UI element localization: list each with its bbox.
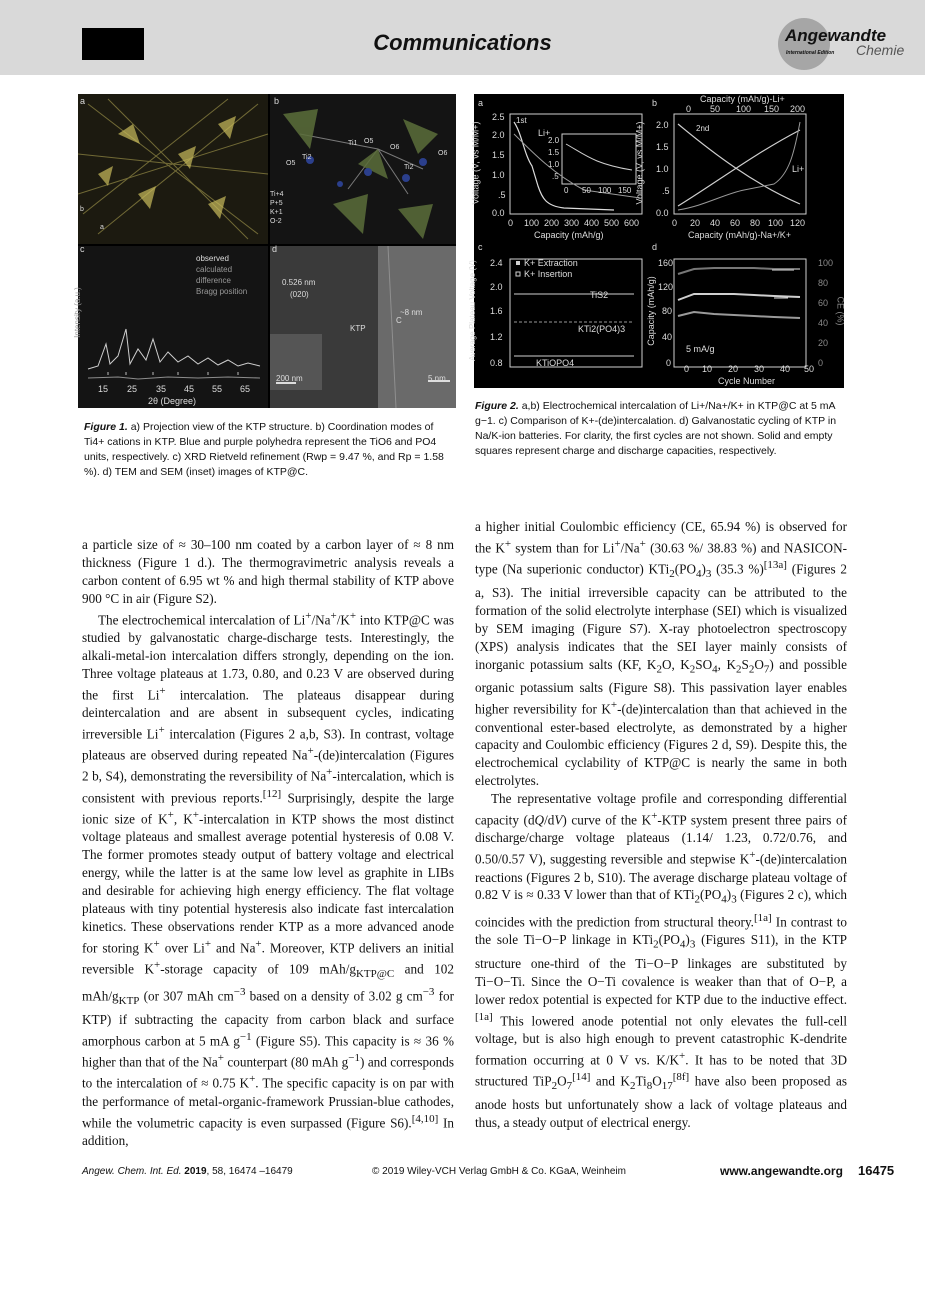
figure-1-caption — [84, 420, 456, 480]
fig2a-inset-ytick: .5 — [552, 172, 559, 181]
footer-year: 2019 — [184, 1166, 207, 1177]
fig2d-y2tick: 80 — [818, 278, 829, 288]
fig2d-xlabel: Cycle Number — [718, 376, 776, 386]
body-text-left-column — [82, 536, 454, 1150]
fig2b-xtick: 100 — [768, 218, 784, 228]
fig1b-atom-label: Ti2 — [302, 154, 312, 161]
fig2a-ytick: 2.0 — [492, 130, 505, 140]
fig2b-ytick: 2.0 — [656, 120, 669, 130]
fig1c-xtick: 25 — [127, 384, 138, 394]
fig2-panel-label-a: a — [478, 98, 484, 108]
fig1-panel-label-c: c — [80, 244, 85, 254]
fig2b-cycle-label: 2nd — [696, 124, 710, 133]
fig2a-xtick: 200 — [544, 218, 560, 228]
fig2a-ytick: .5 — [498, 190, 506, 200]
fig2b-xtick: 60 — [730, 218, 741, 228]
fig1a-axis-b: b — [80, 206, 84, 213]
angewandte-logo-sub: International Edition — [786, 50, 835, 56]
fig2b-ylabel: Voltage (V, vs M/M+) — [634, 121, 645, 205]
chemie-logo-text: Chemie — [856, 42, 905, 58]
footer-copyright: © 2019 Wiley-VCH Verlag GmbH & Co. KGaA, Weinheim — [372, 1166, 626, 1177]
footer-page-number: 16475 — [858, 1163, 895, 1178]
fig2c-ylabel: Average Plateau Voltage (V) — [467, 260, 477, 361]
fig1b-atom-label: Ti1 — [348, 140, 358, 147]
fig2b-xtick: 0 — [672, 218, 678, 228]
figure-2-caption-text: a,b) Electrochemical intercalation of Li+/Na+/K+ in KTP@C at 5 mA g−1. c) Comparison of K+-(de)intercalation. d) Galvanostatic cycling of KTP in Na/K-ion batteries. For clarity, the first cycles are not shown. Solid and empty squares represent charge and discharge capacities, respectively. — [475, 400, 837, 457]
fig1c-xlabel: 2θ (Degree) — [148, 396, 197, 406]
figure-2-graphics — [474, 94, 844, 388]
paragraph: a higher initial Coulombic efficiency (CE, 65.94 %) is observed for the K+ system than for Li+/Na+ (30.63 %/ 38.83 %) and NASICON-type (Na superionic conductor) $KTi_2(PO_4)_3$ (35.3 %)[13a] (Figures 2 a, S3). The initial irreversible capacity can be attributed to the formation of the solid electrolyte interphase (SEI) which is visualized by SEM imaging (Figure S7). X-ray photoelectron spectroscopy (XPS) analysis indicates that the SEI layer mainly consists of inorganic potassium salts (KF, $K_2O$, $K_2SO_4$, $K_2S_2O_7$) and possible organic potassium salts (Figure S8). This passivation layer enables higher reversibility for K+-(de)intercalation than that achieved in the conventional ester-based electrolyte, as demonstrated by a higher capacity and Coulombic efficiency (Figures 2 d, S9). Despite this, the electrochemical cyclability of KTP@C is nearly the same in both electrolytes. — [475, 519, 847, 789]
fig2c-material-tis2: TiS2 — [590, 290, 609, 300]
fig2-panel-label-c: c — [478, 242, 483, 252]
fig1d-label-ktp: KTP — [350, 324, 366, 333]
fig2a-ytick: 2.5 — [492, 112, 505, 122]
fig1b-legend-item: O-2 — [270, 218, 282, 225]
fig2b-top-tick: 50 — [710, 104, 721, 114]
fig2b-ytick: 0.0 — [656, 208, 669, 218]
fig2a-xtick: 0 — [508, 218, 514, 228]
fig1c-legend-item: calculated — [196, 265, 233, 274]
fig1a-axis-a: a — [100, 224, 104, 231]
fig1b-atom-label: O5 — [364, 138, 374, 145]
fig1b-legend-item: P+5 — [270, 200, 283, 207]
fig2a-xtick: 500 — [604, 218, 620, 228]
fig2a-inset-ytick: 2.0 — [548, 136, 560, 145]
fig1c-legend-item: Bragg position — [196, 287, 248, 296]
page-header — [0, 0, 925, 75]
fig2a-ion-label: Li+ — [538, 128, 551, 138]
fig1c-xtick: 55 — [212, 384, 223, 394]
fig2d-xtick: 20 — [728, 364, 739, 374]
fig2b-ytick: .5 — [662, 186, 670, 196]
fig2b-top-tick: 200 — [790, 104, 806, 114]
paragraph: a particle size of ≈ 30–100 nm coated by a carbon layer of ≈ 8 nm thickness (Figure 1 d.). The thermogravimetric analysis reveals a carbon content of 6.95 wt % and high thermal stability of KTP above 900 °C in air (Figure S2). — [82, 537, 454, 606]
fig1d-label-thickness: ~8 nm — [400, 308, 423, 317]
fig2a-inset-xtick: 100 — [598, 186, 612, 195]
fig2d-ytick: 120 — [658, 282, 674, 292]
fig2b-top-tick: 0 — [686, 104, 692, 114]
fig2a-inset-xtick: 50 — [582, 186, 591, 195]
fig2a-ylabel: Voltage (V, vs M/M+) — [470, 121, 481, 205]
fig1c-legend-item: observed — [196, 254, 229, 263]
fig2b-xtick: 80 — [750, 218, 761, 228]
fig2d-ytick: 80 — [662, 306, 673, 316]
fig1c-ylabel: Intensity (a.u.) — [72, 287, 82, 338]
paragraph: The electrochemical intercalation of Li+/Na+/K+ into KTP@C was studied by galvanostatic charge-discharge tests. Interestingly, the alkali-metal-ion intercalation differs strongly, depending on the ion. Three voltage plateaus at 1.73, 0.80, and 0.23 V are observed during the first Li+ intercalation. The plateaus disappear during deintercalation and are absent in subsequent cycles, indicating irreversible Li+ intercalation (Figures 2 a,b, S3). In contrast, voltage plateaus are observed during repeated Na+-(de)intercalation (Figures 2 b, S4), demonstrating the reversibility of Na+-intercalation, which is consistent with previous reports.[12] Surprisingly, despite the large ionic size of K+, K+-intercalation in KTP shows the most distinct voltage plateaus and smallest average potential hysteresis of 0.08 V. The former promotes steady output of battery voltage and electrical energy, while the latter is at the same low level as graphite in LIBs and desirable for achieving high energy efficiency. The flat voltage plateaus with tiny potential hysteresis also indicate fast intercalation kinetics. These observations render KTP as a more advanced anode for storing K+ over Li+ and Na+. Moreover, KTP delivers an initial reversible K+-storage capacity of 109 mAh/$g_{KTP@C}$ and 102 mAh/$g_{KTP}$ (or 307 mAh $cm^{-3}$ based on a density of 3.02 g $cm^{-3}$ for KTP) if subtracting the capacity from carbon black and surface amorphous carbon at 5 mA $g^{-1}$ (Figure S5). This capacity is ≈ 36 % higher than that of the Na+ counterpart (80 mAh $g^{-1}$) and corresponds to the intercalation of ≈ 0.75 K+. The specific capacity is on par with the performance of metal-organic-framework Prussian-blue cathodes, while the volumetric capacity is even surpassed (Figure S6).[4,10] In addition, — [82, 609, 455, 1148]
fig2b-xtick: 120 — [790, 218, 806, 228]
fig2c-material-ktiopo4: KTiOPO4 — [536, 358, 575, 368]
fig1-panel-label-d: d — [272, 244, 278, 254]
footer-journal: Angew. Chem. Int. Ed. — [82, 1166, 182, 1177]
fig2d-y2label: CE (%) — [835, 296, 846, 326]
fig1c-xtick: 35 — [156, 384, 167, 394]
fig1-panel-label-a: a — [80, 96, 86, 106]
fig1b-atom-label: O5 — [286, 160, 296, 167]
fig1d-label-plane: (020) — [290, 290, 309, 299]
fig2d-y2tick: 40 — [818, 318, 829, 328]
angewandte-logo-text: Angewandte — [785, 26, 887, 45]
footer-volume-pages: , 58, 16474 –16479 — [206, 1166, 293, 1177]
fig2b-top-tick: 150 — [764, 104, 780, 114]
fig1c-legend-item: difference — [196, 276, 231, 285]
fig2c-ytick: 2.4 — [490, 258, 503, 268]
fig2d-xtick: 50 — [804, 364, 815, 374]
fig2d-xtick: 10 — [702, 364, 713, 374]
fig1c-xtick: 45 — [184, 384, 195, 394]
fig2a-xtick: 300 — [564, 218, 580, 228]
figure-1 — [72, 94, 456, 408]
fig2d-y2tick: 100 — [818, 258, 834, 268]
figure-2-caption — [475, 399, 847, 459]
figure-1-graphics — [78, 94, 456, 408]
fig2c-material-kti2po43: KTi2(PO4)3 — [578, 324, 626, 334]
figure-2-caption-lead: Figure 2. — [475, 400, 519, 412]
fig2d-ytick: 40 — [662, 332, 673, 342]
fig2d-ytick: 160 — [658, 258, 674, 268]
fig2a-ytick: 1.5 — [492, 150, 505, 160]
fig2a-cycle-label: 1st — [516, 116, 527, 125]
fig2a-xtick: 100 — [524, 218, 540, 228]
fig2d-xtick: 30 — [754, 364, 765, 374]
figure-1-caption-text: a) Projection view of the KTP structure. b) Coordination modes of Ti4+ cations in KTP. Blue and purple polyhedra represent the TiO6 and PO4 units, respectively. c) XRD Rietveld refinement (Rwp = 9.47 %, and Rp = 1.58 %). d) TEM and SEM (inset) images of KTP@C. — [84, 421, 444, 478]
body-text-right-column — [475, 518, 847, 1132]
fig2a-inset-xtick: 0 — [564, 186, 569, 195]
fig2c-ytick: 1.2 — [490, 332, 503, 342]
fig1c-xtick: 65 — [240, 384, 251, 394]
fig2a-inset-ytick: 1.0 — [548, 160, 560, 169]
fig1b-atom-label: O6 — [390, 144, 400, 151]
fig2a-inset-ytick: 1.5 — [548, 148, 560, 157]
fig2-panel-label-b: b — [652, 98, 658, 108]
fig1c-xtick: 15 — [98, 384, 109, 394]
fig2a-inset-xtick: 150 — [618, 186, 632, 195]
fig2b-xtick: 40 — [710, 218, 721, 228]
fig2a-xtick: 400 — [584, 218, 600, 228]
fig2c-ytick: 0.8 — [490, 358, 503, 368]
fig2d-ytick: 0 — [666, 358, 672, 368]
fig1d-label-carbon: C — [396, 316, 402, 325]
fig1b-legend-item: K+1 — [270, 209, 283, 216]
fig2d-y2tick: 20 — [818, 338, 829, 348]
fig2b-ytick: 1.0 — [656, 164, 669, 174]
fig2d-y2tick: 60 — [818, 298, 829, 308]
fig2a-ytick: 1.0 — [492, 170, 505, 180]
fig2c-ytick: 2.0 — [490, 282, 503, 292]
fig2b-ytick: 1.5 — [656, 142, 669, 152]
fig2-panel-label-d: d — [652, 242, 658, 252]
fig1d-scalebar-main: 5 nm — [428, 374, 446, 383]
fig2d-ylabel: Capacity (mAh/g) — [645, 276, 656, 346]
fig2a-xtick: 600 — [624, 218, 640, 228]
section-title: Communications — [373, 30, 552, 55]
fig2a-xlabel: Capacity (mAh/g) — [534, 230, 604, 240]
fig1-panel-label-b: b — [274, 96, 280, 106]
fig1d-label-spacing: 0.526 nm — [282, 278, 316, 287]
fig2d-rate-label: 5 mA/g — [686, 344, 715, 354]
figure-1-caption-lead: Figure 1. — [84, 421, 128, 433]
fig1d-scalebar-inset: 200 nm — [276, 374, 303, 383]
fig2b-ion-label: Li+ — [792, 164, 805, 174]
fig2c-ytick: 1.6 — [490, 306, 503, 316]
fig2d-y2tick: 0 — [818, 358, 824, 368]
fig2c-legend-item: K+ Insertion — [524, 269, 573, 279]
fig2b-xlabel: Capacity (mAh/g)-Na+/K+ — [688, 230, 792, 240]
fig2b-top-tick: 100 — [736, 104, 752, 114]
fig2c-legend-item: K+ Extraction — [524, 258, 578, 268]
fig2b-xtick: 20 — [690, 218, 701, 228]
footer-citation — [82, 1166, 293, 1177]
fig1b-legend-item: Ti+4 — [270, 191, 284, 198]
figure-2 — [467, 94, 846, 388]
fig2a-ytick: 0.0 — [492, 208, 505, 218]
fig2b-top-label: Capacity (mAh/g)-Li+ — [700, 94, 785, 104]
paragraph: The representative voltage profile and corresponding differential capacity (dQ/dV) curve of the K+-KTP system present three pairs of discharge/charge voltage plateaus (1.14/ 1.23, 0.72/0.76, and 0.50/0.57 V), suggesting reversible and stepwise K+-(de)intercalation reactions (Figures 2 b, S10). The average discharge plateau voltage of 0.82 V is ≈ 0.33 V lower than that of $KTi_2(PO_4)_3$ (Figures 2 c), which coincides with the prediction from structural theory.[1a] In contrast to the sole Ti−O−P linkage in $KTi_2(PO_4)_3$ (Figures S11), in the KTP structure one-third of the Ti−O−P linkages are substituted by Ti−O−Ti. Since the O−Ti covalence is weaker than that of O−P, a lower redox potential is expected for KTP due to the inductive effect.[1a] This lowered anode potential not only elevates the full-cell voltage, but is also high enough to prevent catastrophic K-dendrite formation occurring at 0 V vs. K/K+. It has to be noted that 3D structured $TiP_2O_7[14]$ and $K_2Ti_8O_{17}[8f]$ have also been proposed as anode hosts but unfortunately show a lack of voltage plateaus and thus, a steady output of electrical energy. — [475, 791, 848, 1130]
fig1b-atom-label: O6 — [438, 150, 448, 157]
fig1b-atom-label: Ti2 — [404, 164, 414, 171]
fig2d-xtick: 0 — [684, 364, 690, 374]
fig2d-xtick: 40 — [780, 364, 791, 374]
footer-website[interactable]: www.angewandte.org — [720, 1164, 843, 1178]
